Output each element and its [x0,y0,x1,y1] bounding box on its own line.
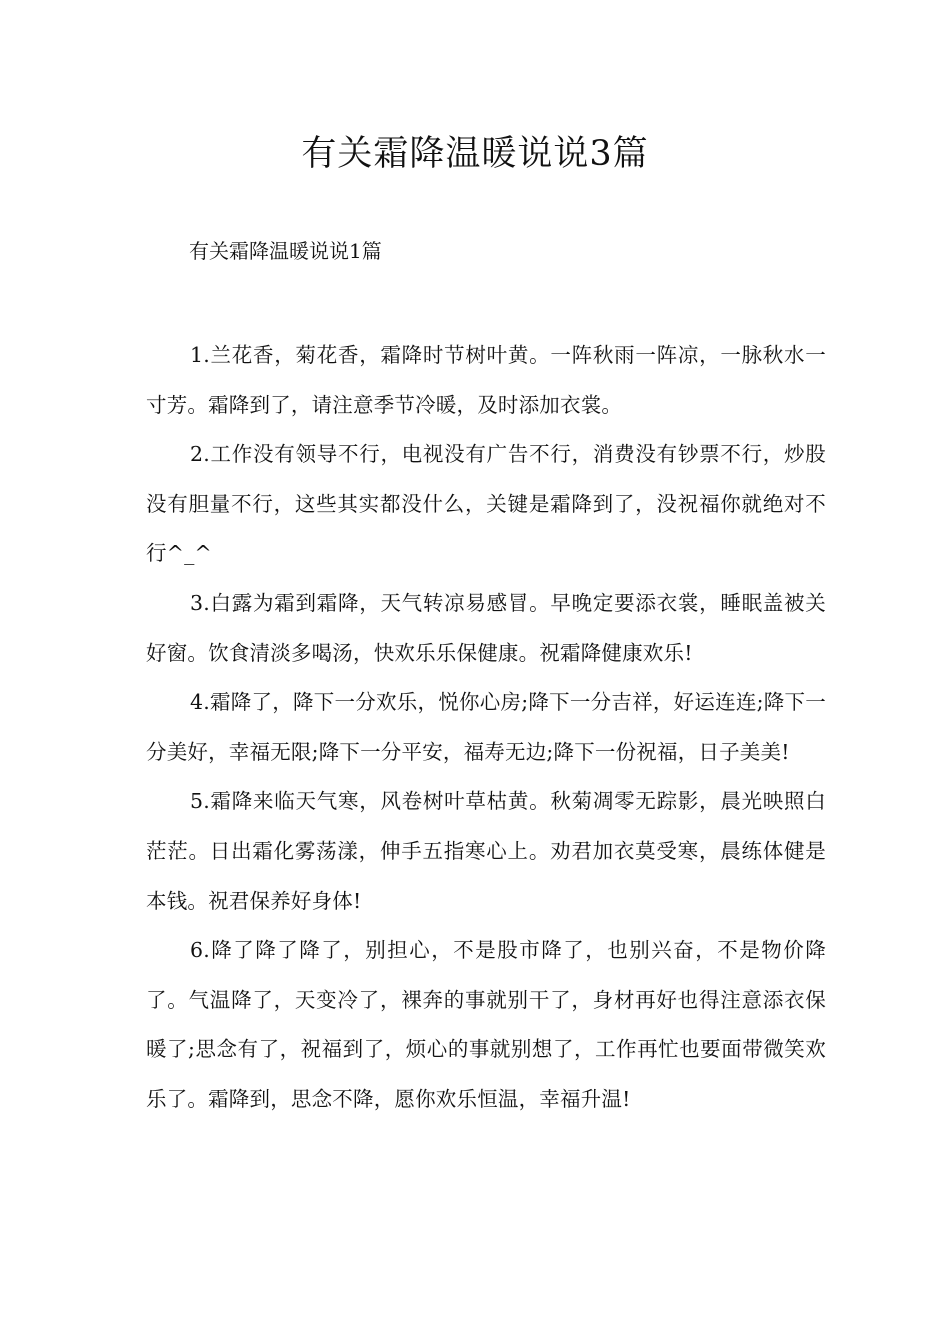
paragraph-4: 4.霜降了，降下一分欢乐，悦你心房;降下一分吉祥，好运连连;降下一分美好，幸福无限;降下一分平安，福寿无边;降下一份祝福，日子美美! [146,690,826,764]
document-title: 有关霜降温暖说说3篇 [301,134,649,174]
paragraph-3: 3.白露为霜到霜降，天气转凉易感冒。早晚定要添衣裳，睡眠盖被关好窗。饮食清淡多喝汤，快欢乐乐保健康。祝霜降健康欢乐! [146,590,826,665]
paragraph-1: 1.兰花香，菊花香，霜降时节树叶黄。一阵秋雨一阵凉，一脉秋水一寸芳。霜降到了，请注意季节冷暖，及时添加衣裳。 [146,343,826,417]
document-body [146,331,826,1125]
paragraph-6: 6.降了降了降了，别担心，不是股市降了，也别兴奋，不是物价降了。气温降了，天变冷了，裸奔的事就别干了，身材再好也得注意添衣保暖了;思念有了，祝福到了，烦心的事就别想了，工作再忙也要面带微笑欢乐了。霜降到，思念不降，愿你欢乐恒温，幸福升温! [146,938,826,1111]
section-heading: 有关霜降温暖说说1篇 [189,239,382,263]
paragraph-5: 5.霜降来临天气寒，风卷树叶草枯黄。秋菊凋零无踪影，晨光映照白茫茫。日出霜化雾荡漾，伸手五指寒心上。劝君加衣莫受寒，晨练体健是本钱。祝君保养好身体! [146,789,826,913]
paragraph-2: 2.工作没有领导不行，电视没有广告不行，消费没有钞票不行，炒股没有胆量不行，这些其实都没什么，关键是霜降到了，没祝福你就绝对不行^_^ [146,442,826,566]
